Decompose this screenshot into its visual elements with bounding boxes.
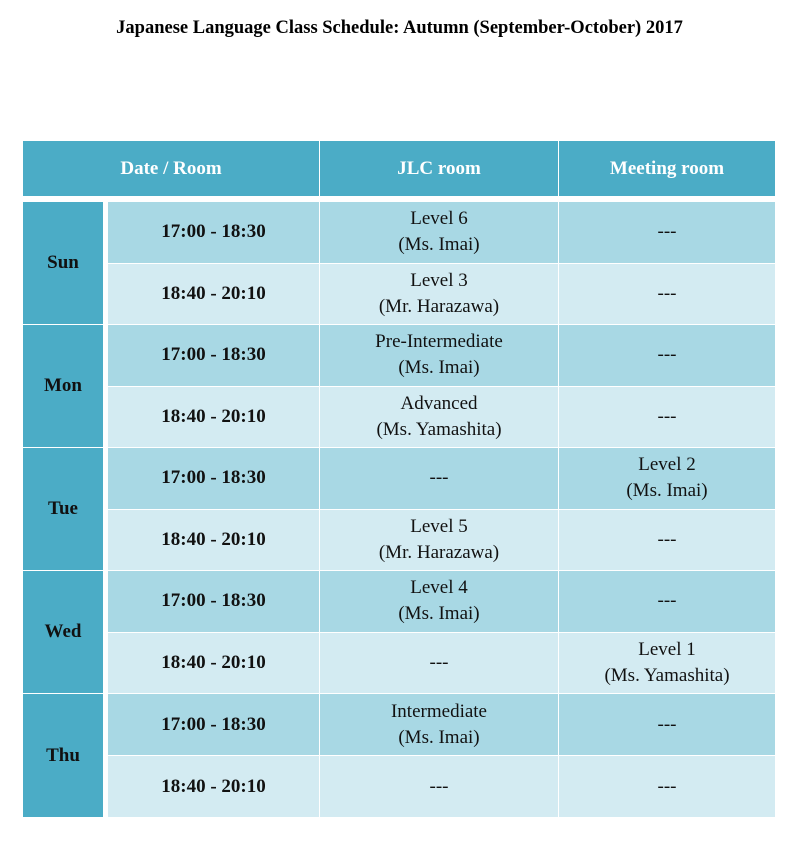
table-row: [108, 694, 775, 755]
meeting-room-cell: [558, 325, 775, 386]
day-block-mon: [23, 325, 775, 448]
teacher-name: (Ms. Imai): [398, 234, 480, 256]
class-name: Level 4: [410, 577, 468, 599]
day-block-tue: [23, 448, 775, 571]
teacher-name: (Ms. Imai): [398, 726, 480, 748]
teacher-name: (Ms. Yamashita): [604, 664, 730, 686]
jlc-room-cell: [319, 510, 558, 571]
teacher-name: (Ms. Imai): [626, 480, 708, 502]
time-cell: 18:40 - 20:10: [161, 405, 266, 427]
class-name: Advanced: [400, 392, 478, 414]
time-cell: 18:40 - 20:10: [161, 282, 266, 304]
time-cell: 17:00 - 18:30: [161, 713, 266, 735]
time-cell: 17:00 - 18:30: [161, 344, 266, 366]
class-name: ---: [657, 405, 677, 427]
header-date-room: Date / Room: [120, 157, 222, 179]
meeting-room-cell: [558, 694, 775, 755]
day-block-wed: [23, 571, 775, 694]
jlc-room-cell: [319, 202, 558, 263]
day-block-sun: [23, 202, 775, 325]
jlc-room-cell: [319, 325, 558, 386]
time-cell: 17:00 - 18:30: [161, 590, 266, 612]
meeting-room-cell: [558, 633, 775, 694]
time-cell: 18:40 - 20:10: [161, 775, 266, 797]
class-name: ---: [657, 344, 677, 366]
teacher-name: (Mr. Harazawa): [378, 295, 500, 317]
meeting-room-cell: [558, 387, 775, 448]
class-name: Level 1: [638, 638, 696, 660]
table-row: [108, 386, 775, 448]
class-name: Pre-Intermediate: [375, 331, 503, 353]
teacher-name: (Ms. Imai): [398, 357, 480, 379]
time-cell: 18:40 - 20:10: [161, 528, 266, 550]
class-name: ---: [657, 221, 677, 243]
header-meeting-room: Meeting room: [558, 141, 775, 196]
day-label: Mon: [23, 325, 103, 447]
teacher-name: (Mr. Harazawa): [378, 541, 500, 563]
teacher-name: (Ms. Yamashita): [376, 418, 502, 440]
class-name: Level 6: [410, 208, 468, 230]
meeting-room-cell: [558, 448, 775, 509]
jlc-room-cell: [319, 448, 558, 509]
class-name: ---: [429, 775, 449, 797]
day-label: Thu: [23, 694, 103, 817]
header-jlc-room: JLC room: [319, 141, 558, 196]
time-slots: [108, 325, 775, 447]
meeting-room-cell: [558, 571, 775, 632]
class-name: Level 2: [638, 454, 696, 476]
jlc-room-cell: [319, 387, 558, 448]
class-name: ---: [657, 282, 677, 304]
table-body: [23, 202, 775, 817]
class-name: Intermediate: [390, 700, 487, 722]
table-row: [108, 571, 775, 632]
day-label: Sun: [23, 202, 103, 324]
class-name: ---: [657, 713, 677, 735]
jlc-room-cell: [319, 756, 558, 817]
table-row: [108, 755, 775, 817]
table-row: [108, 202, 775, 263]
teacher-name: (Ms. Imai): [398, 603, 480, 625]
time-cell: 18:40 - 20:10: [161, 651, 266, 673]
class-name: ---: [657, 775, 677, 797]
class-name: ---: [657, 590, 677, 612]
time-slots: [108, 202, 775, 324]
table-row: [108, 509, 775, 571]
table-row: [108, 448, 775, 509]
meeting-room-cell: [558, 202, 775, 263]
class-name: ---: [429, 651, 449, 673]
table-row: [108, 263, 775, 325]
day-block-thu: [23, 694, 775, 817]
table-row: [108, 632, 775, 694]
schedule-table: [23, 141, 775, 817]
meeting-room-cell: [558, 756, 775, 817]
class-name: Level 3: [410, 269, 468, 291]
time-slots: [108, 694, 775, 817]
class-name: Level 5: [410, 515, 468, 537]
class-name: ---: [657, 528, 677, 550]
time-cell: 17:00 - 18:30: [161, 467, 266, 489]
table-header-row: [23, 141, 775, 196]
day-label: Wed: [23, 571, 103, 693]
time-cell: 17:00 - 18:30: [161, 221, 266, 243]
time-slots: [108, 571, 775, 693]
table-row: [108, 325, 775, 386]
day-label: Tue: [23, 448, 103, 570]
jlc-room-cell: [319, 571, 558, 632]
meeting-room-cell: [558, 510, 775, 571]
class-name: ---: [429, 467, 449, 489]
page-title: Japanese Language Class Schedule: Autumn (September-October) 2017: [116, 18, 683, 38]
jlc-room-cell: [319, 694, 558, 755]
meeting-room-cell: [558, 264, 775, 325]
jlc-room-cell: [319, 264, 558, 325]
jlc-room-cell: [319, 633, 558, 694]
time-slots: [108, 448, 775, 570]
